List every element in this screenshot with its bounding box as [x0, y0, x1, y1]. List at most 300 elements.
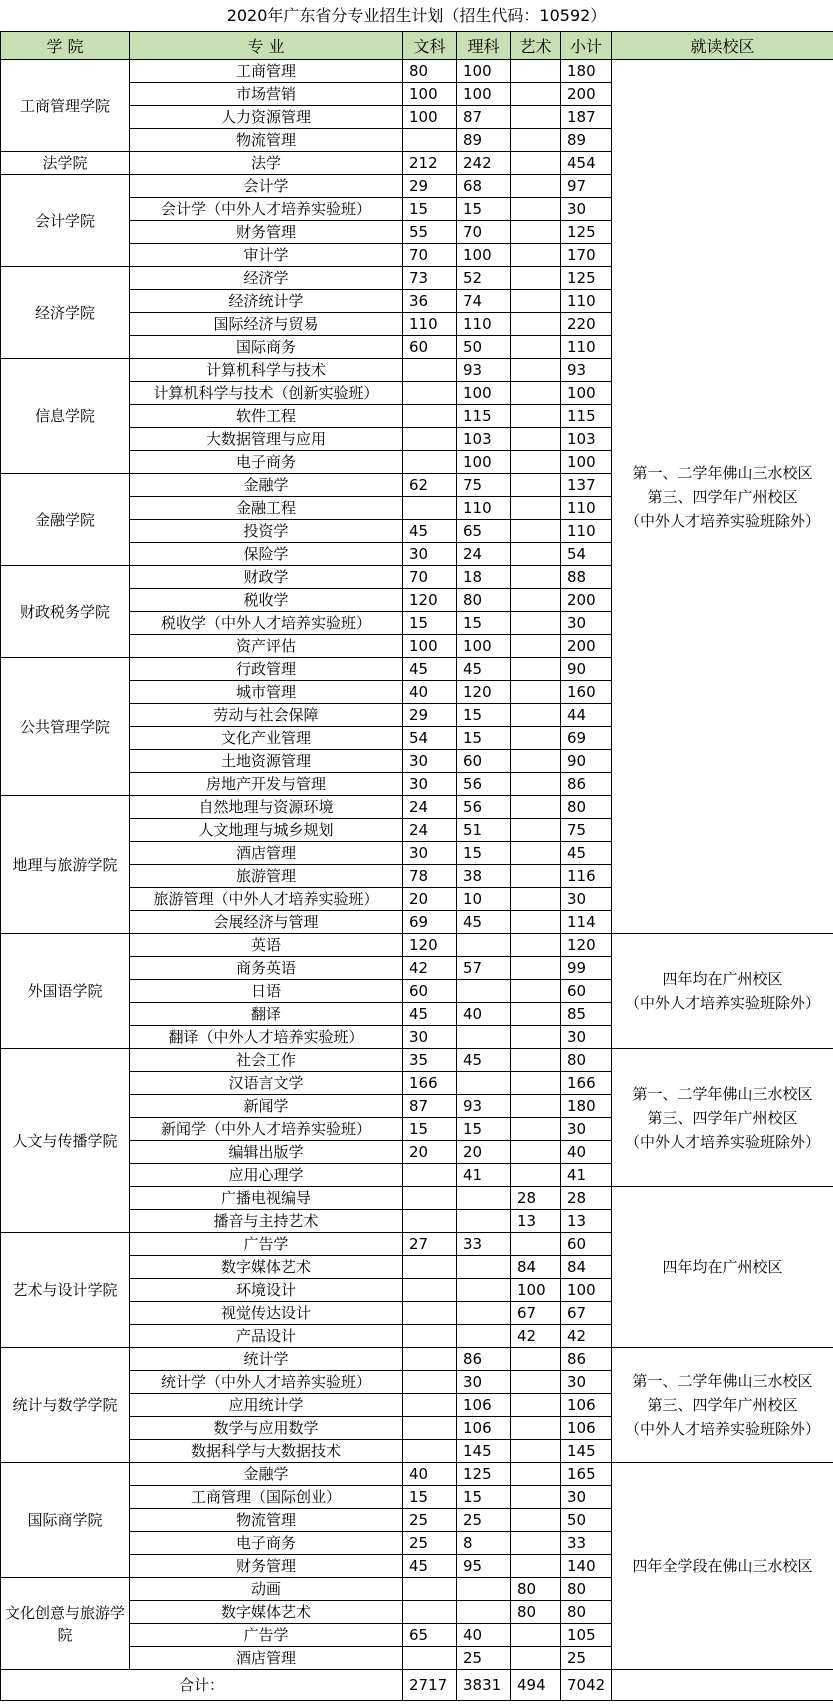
- college-name: 工商管理学院: [1, 60, 130, 152]
- science-count: [457, 1210, 511, 1233]
- art-count: [511, 1118, 561, 1141]
- liberal-arts-count: 29: [403, 704, 457, 727]
- art-count: [511, 888, 561, 911]
- art-count: [511, 1072, 561, 1095]
- major-name: 金融学: [130, 1463, 403, 1486]
- total-row: [1, 1670, 833, 1701]
- liberal-arts-count: 30: [403, 1026, 457, 1049]
- subtotal-count: 30: [561, 888, 612, 911]
- subtotal-count: 80: [561, 796, 612, 819]
- art-count: 84: [511, 1256, 561, 1279]
- subtotal-count: 84: [561, 1256, 612, 1279]
- art-count: [511, 980, 561, 1003]
- science-count: 74: [457, 290, 511, 313]
- major-name: 数字媒体艺术: [130, 1601, 403, 1624]
- major-name: 财务管理: [130, 221, 403, 244]
- art-count: 42: [511, 1325, 561, 1348]
- college-name: 统计与数学学院: [1, 1348, 130, 1463]
- liberal-arts-count: [403, 1440, 457, 1463]
- science-count: [457, 934, 511, 957]
- liberal-arts-count: 35: [403, 1049, 457, 1072]
- liberal-arts-count: 55: [403, 221, 457, 244]
- subtotal-count: 103: [561, 428, 612, 451]
- major-name: 税收学（中外人才培养实验班）: [130, 612, 403, 635]
- science-count: 18: [457, 566, 511, 589]
- table-row: [1, 1463, 833, 1486]
- total-science: 3831: [457, 1670, 511, 1701]
- liberal-arts-count: [403, 405, 457, 428]
- science-count: [457, 1325, 511, 1348]
- science-count: 70: [457, 221, 511, 244]
- liberal-arts-count: 100: [403, 635, 457, 658]
- subtotal-count: 28: [561, 1187, 612, 1210]
- liberal-arts-count: 24: [403, 796, 457, 819]
- college-name: 国际商学院: [1, 1463, 130, 1578]
- subtotal-count: 25: [561, 1647, 612, 1670]
- table-body: [1, 60, 833, 1701]
- major-name: 翻译（中外人才培养实验班）: [130, 1026, 403, 1049]
- major-name: 土地资源管理: [130, 750, 403, 773]
- art-count: 28: [511, 1187, 561, 1210]
- major-name: 会计学: [130, 175, 403, 198]
- art-count: [511, 336, 561, 359]
- science-count: [457, 1072, 511, 1095]
- science-count: 60: [457, 750, 511, 773]
- art-count: [511, 152, 561, 175]
- science-count: 100: [457, 382, 511, 405]
- art-count: [511, 1440, 561, 1463]
- art-count: [511, 819, 561, 842]
- subtotal-count: 99: [561, 957, 612, 980]
- art-count: [511, 474, 561, 497]
- liberal-arts-count: [403, 1647, 457, 1670]
- subtotal-count: 110: [561, 497, 612, 520]
- science-count: 145: [457, 1440, 511, 1463]
- major-name: 酒店管理: [130, 842, 403, 865]
- major-name: 保险学: [130, 543, 403, 566]
- art-count: [511, 1049, 561, 1072]
- grand-total: 7042: [561, 1670, 612, 1701]
- liberal-arts-count: 25: [403, 1509, 457, 1532]
- campus-info: [612, 1049, 833, 1187]
- science-count: 15: [457, 1486, 511, 1509]
- liberal-arts-count: 54: [403, 727, 457, 750]
- header-liberal-arts: 文科: [403, 32, 457, 60]
- liberal-arts-count: 40: [403, 1463, 457, 1486]
- liberal-arts-count: [403, 359, 457, 382]
- subtotal-count: 45: [561, 842, 612, 865]
- liberal-arts-count: 30: [403, 842, 457, 865]
- science-count: [457, 1302, 511, 1325]
- campus-line: 第一、二学年佛山三水校区: [632, 1084, 813, 1103]
- liberal-arts-count: 110: [403, 313, 457, 336]
- liberal-arts-count: 45: [403, 520, 457, 543]
- major-name: 旅游管理: [130, 865, 403, 888]
- major-name: 劳动与社会保障: [130, 704, 403, 727]
- science-count: 106: [457, 1394, 511, 1417]
- art-count: [511, 198, 561, 221]
- subtotal-count: 137: [561, 474, 612, 497]
- major-name: 商务英语: [130, 957, 403, 980]
- major-name: 统计学: [130, 1348, 403, 1371]
- subtotal-count: 60: [561, 980, 612, 1003]
- liberal-arts-count: 42: [403, 957, 457, 980]
- subtotal-count: 67: [561, 1302, 612, 1325]
- subtotal-count: 187: [561, 106, 612, 129]
- subtotal-count: 220: [561, 313, 612, 336]
- art-count: [511, 566, 561, 589]
- art-count: [511, 83, 561, 106]
- subtotal-count: 114: [561, 911, 612, 934]
- subtotal-count: 200: [561, 83, 612, 106]
- art-count: [511, 1532, 561, 1555]
- major-name: 软件工程: [130, 405, 403, 428]
- art-count: [511, 1348, 561, 1371]
- art-count: [511, 1463, 561, 1486]
- art-count: [511, 221, 561, 244]
- art-count: 80: [511, 1601, 561, 1624]
- liberal-arts-count: [403, 497, 457, 520]
- subtotal-count: 60: [561, 1233, 612, 1256]
- art-count: [511, 1164, 561, 1187]
- science-count: 115: [457, 405, 511, 428]
- subtotal-count: 90: [561, 658, 612, 681]
- liberal-arts-count: [403, 1348, 457, 1371]
- major-name: 大数据管理与应用: [130, 428, 403, 451]
- subtotal-count: 30: [561, 1118, 612, 1141]
- science-count: 40: [457, 1003, 511, 1026]
- major-name: 经济统计学: [130, 290, 403, 313]
- major-name: 产品设计: [130, 1325, 403, 1348]
- subtotal-count: 120: [561, 934, 612, 957]
- subtotal-count: 42: [561, 1325, 612, 1348]
- subtotal-count: 165: [561, 1463, 612, 1486]
- major-name: 财政学: [130, 566, 403, 589]
- art-count: [511, 1509, 561, 1532]
- science-count: 80: [457, 589, 511, 612]
- art-count: [511, 1486, 561, 1509]
- art-count: [511, 704, 561, 727]
- table-title: 2020年广东省分专业招生计划（招生代码：10592）: [226, 6, 607, 25]
- liberal-arts-count: 60: [403, 980, 457, 1003]
- header-science: 理科: [457, 32, 511, 60]
- campus-line: 第三、四学年广州校区: [647, 1396, 798, 1414]
- liberal-arts-count: [403, 1210, 457, 1233]
- campus-info: [612, 60, 833, 934]
- major-name: 翻译: [130, 1003, 403, 1026]
- liberal-arts-count: [403, 1601, 457, 1624]
- science-count: 100: [457, 244, 511, 267]
- major-name: 数学与应用数学: [130, 1417, 403, 1440]
- liberal-arts-count: [403, 382, 457, 405]
- art-count: [511, 1026, 561, 1049]
- major-name: 城市管理: [130, 681, 403, 704]
- major-name: 英语: [130, 934, 403, 957]
- liberal-arts-count: 15: [403, 612, 457, 635]
- major-name: 行政管理: [130, 658, 403, 681]
- science-count: 10: [457, 888, 511, 911]
- liberal-arts-count: [403, 428, 457, 451]
- science-count: 100: [457, 635, 511, 658]
- science-count: 20: [457, 1141, 511, 1164]
- major-name: 法学: [130, 152, 403, 175]
- liberal-arts-count: 27: [403, 1233, 457, 1256]
- science-count: 50: [457, 336, 511, 359]
- liberal-arts-count: 120: [403, 589, 457, 612]
- major-name: 工商管理（国际创业）: [130, 1486, 403, 1509]
- liberal-arts-count: 78: [403, 865, 457, 888]
- liberal-arts-count: 45: [403, 1003, 457, 1026]
- major-name: 自然地理与资源环境: [130, 796, 403, 819]
- subtotal-count: 180: [561, 1095, 612, 1118]
- science-count: 45: [457, 658, 511, 681]
- campus-line: 第三、四学年广州校区: [647, 487, 798, 506]
- liberal-arts-count: [403, 129, 457, 152]
- science-count: 110: [457, 313, 511, 336]
- major-name: 新闻学（中外人才培养实验班）: [130, 1118, 403, 1141]
- art-count: [511, 451, 561, 474]
- major-name: 会计学（中外人才培养实验班）: [130, 198, 403, 221]
- subtotal-count: 125: [561, 267, 612, 290]
- science-count: [457, 1187, 511, 1210]
- liberal-arts-count: 24: [403, 819, 457, 842]
- science-count: 45: [457, 911, 511, 934]
- subtotal-count: 106: [561, 1417, 612, 1440]
- enrollment-table: [0, 31, 833, 1701]
- subtotal-count: 145: [561, 1440, 612, 1463]
- liberal-arts-count: [403, 1578, 457, 1601]
- science-count: 38: [457, 865, 511, 888]
- liberal-arts-count: 212: [403, 152, 457, 175]
- art-count: [511, 405, 561, 428]
- liberal-arts-count: [403, 1417, 457, 1440]
- science-count: 15: [457, 612, 511, 635]
- science-count: 57: [457, 957, 511, 980]
- major-name: 应用心理学: [130, 1164, 403, 1187]
- campus-info: [612, 1348, 833, 1463]
- major-name: 动画: [130, 1578, 403, 1601]
- art-count: [511, 750, 561, 773]
- subtotal-count: 170: [561, 244, 612, 267]
- art-count: 13: [511, 1210, 561, 1233]
- liberal-arts-count: 45: [403, 658, 457, 681]
- art-count: [511, 106, 561, 129]
- subtotal-count: 80: [561, 1049, 612, 1072]
- subtotal-count: 13: [561, 1210, 612, 1233]
- science-count: 86: [457, 1348, 511, 1371]
- major-name: 房地产开发与管理: [130, 773, 403, 796]
- liberal-arts-count: 40: [403, 681, 457, 704]
- campus-line: 四年全学段在佛山三水校区: [632, 1557, 813, 1575]
- science-count: 120: [457, 681, 511, 704]
- art-count: [511, 865, 561, 888]
- subtotal-count: 100: [561, 451, 612, 474]
- major-name: 经济学: [130, 267, 403, 290]
- art-count: [511, 681, 561, 704]
- liberal-arts-count: [403, 1371, 457, 1394]
- liberal-arts-count: [403, 1325, 457, 1348]
- science-count: 95: [457, 1555, 511, 1578]
- subtotal-count: 116: [561, 865, 612, 888]
- subtotal-count: 97: [561, 175, 612, 198]
- subtotal-count: 30: [561, 612, 612, 635]
- science-count: [457, 1279, 511, 1302]
- science-count: 56: [457, 773, 511, 796]
- science-count: 15: [457, 842, 511, 865]
- table-row: [1, 60, 833, 83]
- header-row: [1, 32, 833, 60]
- college-name: 会计学院: [1, 175, 130, 267]
- major-name: 资产评估: [130, 635, 403, 658]
- art-count: [511, 658, 561, 681]
- major-name: 投资学: [130, 520, 403, 543]
- science-count: 45: [457, 1049, 511, 1072]
- subtotal-count: 41: [561, 1164, 612, 1187]
- liberal-arts-count: 100: [403, 106, 457, 129]
- science-count: 24: [457, 543, 511, 566]
- science-count: 125: [457, 1463, 511, 1486]
- major-name: 广告学: [130, 1233, 403, 1256]
- liberal-arts-count: [403, 1187, 457, 1210]
- college-name: 艺术与设计学院: [1, 1233, 130, 1348]
- major-name: 数据科学与大数据技术: [130, 1440, 403, 1463]
- art-count: [511, 428, 561, 451]
- campus-info: [612, 934, 833, 1049]
- liberal-arts-count: 15: [403, 198, 457, 221]
- campus-line: 四年均在广州校区: [662, 970, 783, 988]
- major-name: 酒店管理: [130, 1647, 403, 1670]
- art-count: [511, 1417, 561, 1440]
- art-count: [511, 635, 561, 658]
- subtotal-count: 166: [561, 1072, 612, 1095]
- science-count: 93: [457, 1095, 511, 1118]
- major-name: 财务管理: [130, 1555, 403, 1578]
- art-count: [511, 957, 561, 980]
- header-subtotal: 小计: [561, 32, 612, 60]
- art-count: [511, 1095, 561, 1118]
- major-name: 应用统计学: [130, 1394, 403, 1417]
- subtotal-count: 69: [561, 727, 612, 750]
- subtotal-count: 454: [561, 152, 612, 175]
- art-count: [511, 842, 561, 865]
- subtotal-count: 30: [561, 1486, 612, 1509]
- art-count: 67: [511, 1302, 561, 1325]
- liberal-arts-count: 69: [403, 911, 457, 934]
- liberal-arts-count: 120: [403, 934, 457, 957]
- campus-line: （中外人才培养实验班除外）: [624, 1420, 820, 1438]
- college-name: 经济学院: [1, 267, 130, 359]
- campus-info: [612, 1463, 833, 1670]
- subtotal-count: 54: [561, 543, 612, 566]
- major-name: 金融学: [130, 474, 403, 497]
- major-name: 计算机科学与技术（创新实验班）: [130, 382, 403, 405]
- science-count: 89: [457, 129, 511, 152]
- science-count: 40: [457, 1624, 511, 1647]
- subtotal-count: 33: [561, 1532, 612, 1555]
- art-count: [511, 313, 561, 336]
- art-count: [511, 1003, 561, 1026]
- subtotal-count: 110: [561, 336, 612, 359]
- subtotal-count: 80: [561, 1578, 612, 1601]
- science-count: [457, 1026, 511, 1049]
- liberal-arts-count: 166: [403, 1072, 457, 1095]
- subtotal-count: 80: [561, 1601, 612, 1624]
- liberal-arts-count: [403, 1279, 457, 1302]
- header-campus: 就读校区: [612, 32, 833, 60]
- major-name: 金融工程: [130, 497, 403, 520]
- art-count: 80: [511, 1578, 561, 1601]
- science-count: 56: [457, 796, 511, 819]
- major-name: 计算机科学与技术: [130, 359, 403, 382]
- subtotal-count: 86: [561, 1348, 612, 1371]
- science-count: 15: [457, 704, 511, 727]
- science-count: 68: [457, 175, 511, 198]
- table-row: [1, 1348, 833, 1371]
- art-count: [511, 1141, 561, 1164]
- art-count: [511, 244, 561, 267]
- liberal-arts-count: 20: [403, 1141, 457, 1164]
- campus-line: 四年均在广州校区: [662, 1258, 783, 1276]
- subtotal-count: 30: [561, 1026, 612, 1049]
- art-count: [511, 382, 561, 405]
- major-name: 国际商务: [130, 336, 403, 359]
- liberal-arts-count: 30: [403, 750, 457, 773]
- science-count: 87: [457, 106, 511, 129]
- subtotal-count: 100: [561, 382, 612, 405]
- liberal-arts-count: 30: [403, 773, 457, 796]
- liberal-arts-count: 65: [403, 1624, 457, 1647]
- campus-line: （中外人才培养实验班除外）: [624, 994, 820, 1012]
- liberal-arts-count: 15: [403, 1118, 457, 1141]
- major-name: 工商管理: [130, 60, 403, 83]
- art-count: [511, 773, 561, 796]
- campus-line: 第一、二学年佛山三水校区: [632, 463, 813, 482]
- science-count: 106: [457, 1417, 511, 1440]
- major-name: 税收学: [130, 589, 403, 612]
- art-count: [511, 1624, 561, 1647]
- liberal-arts-count: 29: [403, 175, 457, 198]
- major-name: 环境设计: [130, 1279, 403, 1302]
- campus-line: 第一、二学年佛山三水校区: [632, 1372, 813, 1390]
- table-row: [1, 934, 833, 957]
- science-count: 8: [457, 1532, 511, 1555]
- science-count: 93: [457, 359, 511, 382]
- art-count: [511, 796, 561, 819]
- college-name: 金融学院: [1, 474, 130, 566]
- subtotal-count: 85: [561, 1003, 612, 1026]
- art-count: [511, 934, 561, 957]
- liberal-arts-count: [403, 1302, 457, 1325]
- campus-line: （中外人才培养实验班除外）: [624, 1132, 820, 1151]
- liberal-arts-count: 36: [403, 290, 457, 313]
- major-name: 统计学（中外人才培养实验班）: [130, 1371, 403, 1394]
- subtotal-count: 105: [561, 1624, 612, 1647]
- liberal-arts-count: [403, 1256, 457, 1279]
- major-name: 电子商务: [130, 451, 403, 474]
- liberal-arts-count: 87: [403, 1095, 457, 1118]
- science-count: 110: [457, 497, 511, 520]
- liberal-arts-count: 45: [403, 1555, 457, 1578]
- college-name: 信息学院: [1, 359, 130, 474]
- major-name: 电子商务: [130, 1532, 403, 1555]
- major-name: 人文地理与城乡规划: [130, 819, 403, 842]
- science-count: 65: [457, 520, 511, 543]
- campus-line: （中外人才培养实验班除外）: [624, 511, 820, 530]
- subtotal-count: 50: [561, 1509, 612, 1532]
- subtotal-count: 110: [561, 520, 612, 543]
- science-count: 15: [457, 198, 511, 221]
- header-major: 专 业: [130, 32, 403, 60]
